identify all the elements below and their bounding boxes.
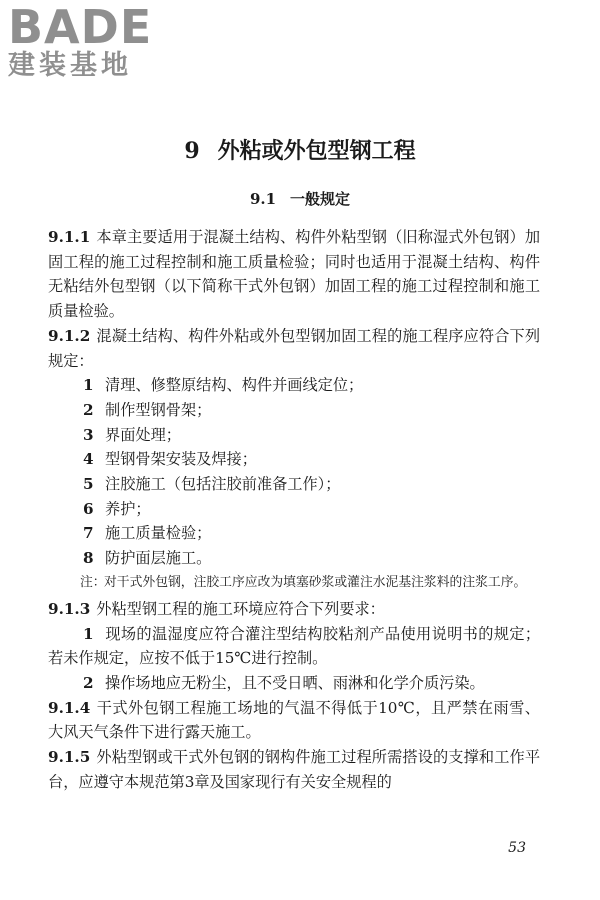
publisher-logo <box>8 0 188 82</box>
clause-9-1-5 <box>48 745 540 794</box>
item-text: 界面处理； <box>105 425 181 444</box>
clause-text: 外粘型钢或干式外包钢的钢构件施工过程所需搭设的支撑和工作平台，应遵守本规范第3章及国家现行有关安全规程的 <box>48 748 540 791</box>
section-title-text: 一般规定 <box>290 190 351 208</box>
item-text: 现场的温湿度应符合灌注型结构胶粘剂产品使用说明书的规定；若未作规定，应按不低于15℃进行控制。 <box>48 624 540 668</box>
document-body <box>48 225 540 794</box>
list-item <box>48 472 540 497</box>
item-text: 清理、修整原结构、构件并画线定位； <box>105 376 364 395</box>
clause-number: 9.1.3 <box>48 599 91 618</box>
item-number: 4 <box>83 450 94 469</box>
item-text: 注胶施工（包括注胶前准备工作）； <box>105 475 341 494</box>
list-item <box>48 423 540 448</box>
item-number: 2 <box>83 673 94 692</box>
item-number: 1 <box>83 376 94 395</box>
note-label: 注： <box>80 574 106 590</box>
list-item <box>48 521 540 546</box>
list-item <box>48 497 540 522</box>
item-number: 8 <box>83 549 94 568</box>
clause-number: 9.1.1 <box>48 228 91 246</box>
item-number: 5 <box>83 475 94 494</box>
section-title <box>0 188 600 210</box>
item-text: 防护面层施工。 <box>105 549 212 568</box>
clause-9-1-4 <box>48 696 540 745</box>
item-number: 6 <box>83 499 94 518</box>
item-number: 7 <box>83 524 94 543</box>
item-text: 养护； <box>105 499 151 518</box>
page-number: 53 <box>508 840 526 856</box>
item-number: 3 <box>83 425 94 444</box>
list-item <box>48 622 540 671</box>
clause-9-1-2 <box>48 324 540 373</box>
chapter-title <box>0 136 600 166</box>
item-text: 施工质量检验； <box>105 524 212 543</box>
clause-text: 混凝土结构、构件外粘或外包型钢加固工程的施工程序应符合下列规定： <box>48 326 540 370</box>
note-text: 对干式外包钢，注胶工序应改为填塞砂浆或灌注水泥基注浆料的注浆工序。 <box>104 574 527 590</box>
note <box>48 572 540 593</box>
chapter-title-text: 外粘或外包型钢工程 <box>217 138 416 164</box>
clause-9-1-3 <box>48 597 540 622</box>
list-item <box>48 447 540 472</box>
item-text: 操作场地应无粉尘，且不受日晒、雨淋和化学介质污染。 <box>105 673 485 692</box>
clause-number: 9.1.5 <box>48 748 91 767</box>
logo-wordmark: BADE <box>8 0 153 54</box>
section-number: 9.1 <box>249 190 277 208</box>
item-number: 2 <box>83 400 94 419</box>
list-item <box>48 671 540 696</box>
list-item <box>48 373 540 398</box>
item-text: 型钢骨架安装及焊接； <box>105 450 257 469</box>
clause-9-1-1 <box>48 225 540 324</box>
clause-text: 外粘型钢工程的施工环境应符合下列要求： <box>96 599 385 618</box>
logo-subtitle: 建装基地 <box>8 50 132 81</box>
clause-text: 本章主要适用于混凝土结构、构件外粘型钢（旧称湿式外包钢）加固工程的施工过程控制和施工质量检验；同时也适用于混凝土结构、构件无粘结外包型钢（以下简称干式外包钢）加固工程的施工过程控制和施工质量检验。 <box>48 228 540 321</box>
clause-text: 干式外包钢工程施工场地的气温不得低于10℃，且严禁在雨雪、大风天气条件下进行露天施工。 <box>48 698 540 742</box>
item-number: 1 <box>83 624 94 643</box>
clause-number: 9.1.2 <box>48 326 91 345</box>
list-item <box>48 398 540 423</box>
clause-number: 9.1.4 <box>48 698 91 717</box>
item-text: 制作型钢骨架； <box>105 400 212 419</box>
list-item <box>48 546 540 571</box>
chapter-number: 9 <box>184 138 200 164</box>
